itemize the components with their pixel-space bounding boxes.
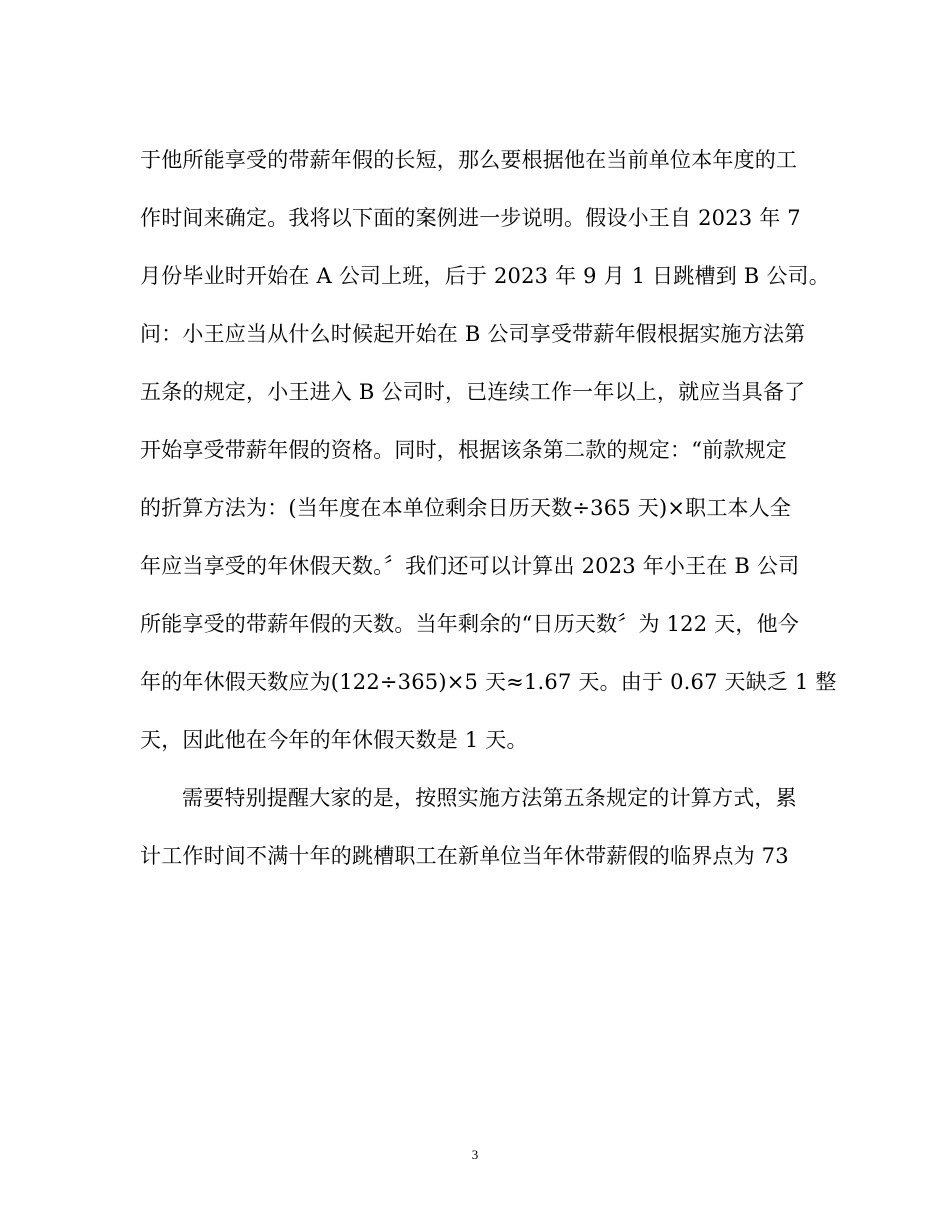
paragraph-line: 年应当享受的年休假天数。〞我们还可以计算出 2023 年小王在 B 公司 — [140, 554, 800, 578]
paragraph-line: 月份毕业时开始在 A 公司上班，后于 2023 年 9 月 1 日跳槽到 B 公司。 — [140, 264, 830, 288]
paragraph-line: 的折算方法为：(当年度在本单位剩余日历天数÷365 天)×职工本人全 — [140, 496, 792, 520]
paragraph-line: 作时间来确定。我将以下面的案例进一步说明。假设小王自 2023 年 7 — [140, 206, 801, 230]
page-number: 3 — [471, 1147, 479, 1162]
paragraph-line: 需要特别提醒大家的是，按照实施方法第五条规定的计算方式，累 — [182, 786, 797, 810]
paragraph-line: 年的年休假天数应为(122÷365)×5 天≈1.67 天。由于 0.67 天缺乏 1 整 — [140, 670, 837, 694]
paragraph-line: 开始享受带薪年假的资格。同时，根据该条第二款的规定：“前款规定 — [140, 438, 787, 462]
document-body — [140, 131, 837, 885]
paragraph-line: 于他所能享受的带薪年假的长短，那么要根据他在当前单位本年度的工 — [140, 148, 798, 172]
paragraph-line: 问：小王应当从什么时候起开始在 B 公司享受带薪年假根据实施方法第 — [140, 322, 806, 346]
paragraph-line: 五条的规定，小王进入 B 公司时，已连续工作一年以上，就应当具备了 — [140, 380, 806, 404]
paragraph-line: 所能享受的带薪年假的天数。当年剩余的“日历天数〞为 122 天，他今 — [140, 612, 799, 636]
paragraph-line: 天，因此他在今年的年休假天数是 1 天。 — [140, 728, 528, 752]
paragraph-line: 计工作时间不满十年的跳槽职工在新单位当年休带薪假的临界点为 73 — [140, 844, 789, 868]
